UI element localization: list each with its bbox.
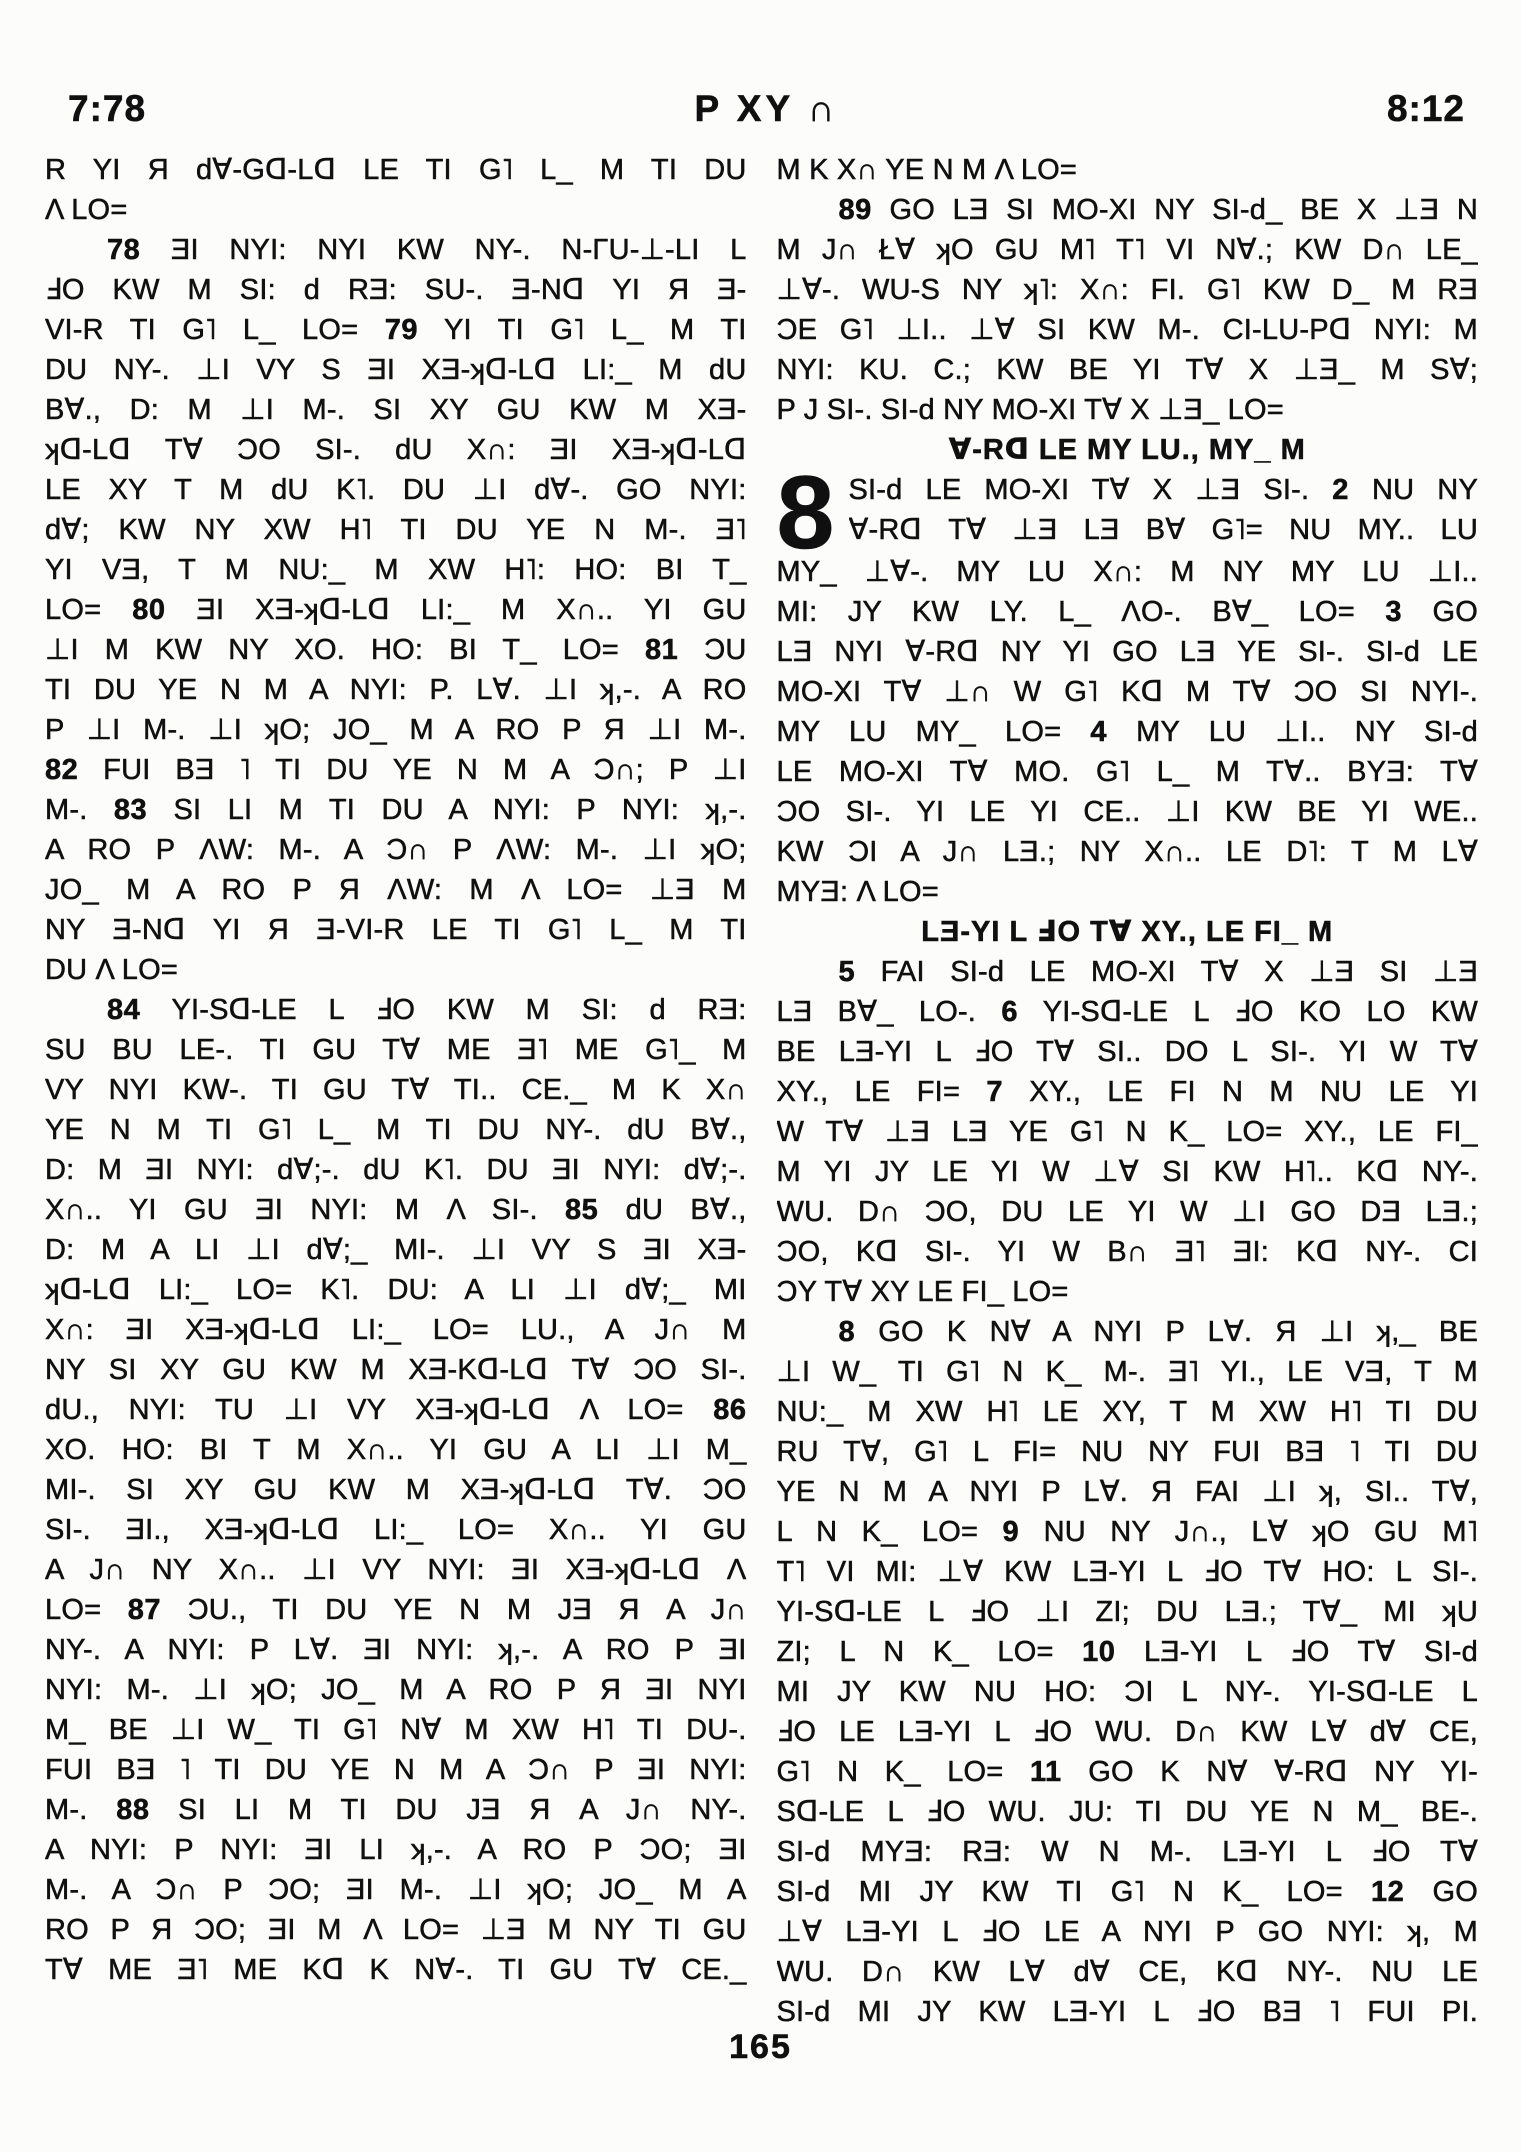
text-line: X∩: ƎI XƎ-ʞᗡ-Lᗡ LI:_ LO= LU., A J∩ M <box>45 1314 747 1346</box>
text-line: RO P Я ƆO; ƎI M Λ LO= ⊥Ǝ M NY TI GU <box>45 1914 747 1946</box>
verse-number: 88 <box>116 1794 150 1826</box>
text-line: MI-. SI XY GU KW M XƎ-ʞᗡ-Lᗡ T∀. ƆO <box>45 1474 747 1506</box>
text-line: M-. 88 SI LI M TI DU JƎ Я A J∩ NY-. <box>45 1794 747 1826</box>
verse-number: 10 <box>1082 1636 1116 1668</box>
text-line: TI DU YE N M A NYI: P. L∀. ⊥I ʞ,-. A RO <box>45 674 747 706</box>
text-line: A RO P ΛW: M-. A Ɔ∩ P ΛW: M-. ⊥I ʞO; <box>45 834 747 866</box>
text-line: MY_ ⊥∀-. MY LU X∩: M NY MY LU ⊥I.. <box>776 556 1478 588</box>
column-right <box>777 150 1479 2032</box>
chapter-number-dropcap: 8 <box>776 455 835 571</box>
text-line: SU BU LE-. TI GU T∀ ME Ǝ˥ ME G˥_ M <box>45 1034 747 1066</box>
verse-number: 78 <box>107 234 141 266</box>
text-line: P J SI-. SI-d NY MO-XI T∀ X ⊥Ǝ_ LO= <box>776 394 1284 426</box>
text-line: DU NY-. ⊥I VY S ƎI XƎ-ʞᗡ-Lᗡ LI:_ M dU <box>45 354 747 386</box>
text-line: D: M ƎI NYI: d∀;-. dU K˥. DU ƎI NYI: d∀;-. <box>45 1154 747 1186</box>
running-head <box>68 88 1465 130</box>
text-line: ∀-Rᗡ T∀ ⊥Ǝ LƎ B∀ G˥= NU MY.. LU <box>848 514 1478 546</box>
verse-number: 84 <box>107 994 141 1026</box>
text-line: MI: JY KW LY. L_ ΛO-. B∀_ LO= 3 GO <box>776 596 1478 628</box>
verse-number: 12 <box>1370 1876 1405 1908</box>
verse-number: 3 <box>1385 596 1403 628</box>
text-line: ⊥I W_ TI G˥ N K_ M-. Ǝ˥ YI., LE VƎ, T M <box>776 1356 1478 1388</box>
text-line: 8 GO K N∀ A NYI P L∀. Я ⊥I ʞ,_ BE <box>838 1316 1478 1348</box>
text-line: 82 FUI BƎ ˥ TI DU YE N M A Ɔ∩; P ⊥I <box>45 754 747 786</box>
text-line: LE MO-XI T∀ MO. G˥ L_ M T∀.. BYƎ: T∀ <box>776 756 1478 788</box>
text-line: MO-XI T∀ ⊥∩ W G˥ Kᗡ M T∀ ƆO SI NYI-. <box>776 676 1478 708</box>
verse-number: 85 <box>565 1194 599 1226</box>
text-line: d∀; KW NY XW H˥ TI DU YE N M-. Ǝ˥ <box>45 514 747 546</box>
verse-number: 83 <box>113 794 148 826</box>
running-head-right-reference: 8:12 <box>1386 88 1465 129</box>
verse-number: 2 <box>1332 474 1349 506</box>
text-line: 5 FAI SI-d LE MO-XI T∀ X ⊥Ǝ SI ⊥Ǝ <box>838 956 1478 988</box>
text-line: JO_ M A RO P Я ΛW: M Λ LO= ⊥Ǝ M <box>45 874 747 906</box>
text-line: FUI BƎ ˥ TI DU YE N M A Ɔ∩ P ƎI NYI: <box>45 1754 747 1786</box>
text-line: NYI: KU. C.; KW BE YI T∀ X ⊥Ǝ_ M S∀; <box>776 354 1478 386</box>
page-number: 165 <box>729 2028 792 2066</box>
text-line: M_ BE ⊥I W_ TI G˥ N∀ M XW H˥ TI DU-. <box>45 1714 747 1746</box>
text-line: YI-Sᗡ-LE L ℲO ⊥I ZI; DU LƎ.; T∀_ MI ʞU <box>776 1596 1478 1628</box>
column-left <box>45 150 747 2032</box>
text-line: KW ƆI A J∩ LƎ.; NY X∩.. LE D˥: T M L∀ <box>776 836 1478 868</box>
text-line: ƆY T∀ XY LE FI_ LO= <box>776 1276 1069 1308</box>
text-line: ℲO LE LƎ-YI L ℲO WU. D∩ KW L∀ d∀ CE, <box>776 1716 1478 1748</box>
text-line: XY., LE FI= 7 XY., LE FI N M NU LE YI <box>776 1076 1478 1108</box>
text-line: dU., NYI: TU ⊥I VY XƎ-ʞᗡ-Lᗡ Λ LO= 86 <box>45 1394 747 1426</box>
verse-number: 81 <box>644 634 679 666</box>
verse-number: 80 <box>132 594 166 626</box>
text-line: NYI: M-. ⊥I ʞO; JO_ M A RO P Я ƎI NYI <box>45 1674 747 1706</box>
text-line: SI-d MI JY KW LƎ-YI L ℲO BƎ ˥ FUI PI. <box>776 1996 1478 2028</box>
verse-number: 9 <box>1002 1516 1020 1548</box>
text-line: LO= 87 ƆU., TI DU YE N M JƎ Я A J∩ <box>45 1594 747 1626</box>
text-line: MYƎ: Λ LO= <box>776 876 939 908</box>
text-line: A J∩ NY X∩.. ⊥I VY NYI: ƎI XƎ-ʞᗡ-Lᗡ Λ <box>45 1554 747 1586</box>
text-line: X∩.. YI GU ƎI NYI: M Λ SI-. 85 dU B∀., <box>45 1194 747 1226</box>
running-head-left-reference: 7:78 <box>68 88 147 129</box>
text-line: P ⊥I M-. ⊥I ʞO; JO_ M A RO P Я ⊥I M-. <box>45 714 747 746</box>
text-line: MY LU MY_ LO= 4 MY LU ⊥I.. NY SI-d <box>776 716 1478 748</box>
text-line: B∀., D: M ⊥I M-. SI XY GU KW M XƎ- <box>45 394 747 426</box>
text-line: A NYI: P NYI: ƎI LI ʞ,-. A RO P ƆO; ƎI <box>45 1834 747 1866</box>
text-line: 84 YI-Sᗡ-LE L ℲO KW M SI: d RƎ: <box>107 994 747 1026</box>
text-line: RU T∀, G˥ L FI= NU NY FUI BƎ ˥ TI DU <box>776 1436 1478 1468</box>
text-line: XO. HO: BI T M X∩.. YI GU A LI ⊥I M_ <box>45 1434 747 1466</box>
text-line: ƆO SI-. YI LE YI CE.. ⊥I KW BE YI WE.. <box>776 796 1478 828</box>
text-line: LO= 80 ƎI XƎ-ʞᗡ-Lᗡ LI:_ M X∩.. YI GU <box>45 594 747 626</box>
text-line: WU. D∩ ƆO, DU LE YI W ⊥I GO DƎ LƎ.; <box>776 1196 1478 1228</box>
chapter-opening <box>776 455 1479 571</box>
text-line: ʞᗡ-Lᗡ T∀ ƆO SI-. dU X∩: ƎI XƎ-ʞᗡ-Lᗡ <box>45 434 747 466</box>
text-line: ZI; L N K_ LO= 10 LƎ-YI L ℲO T∀ SI-d <box>776 1636 1478 1668</box>
text-line: ℲO KW M SI: d RƎ: SU-. Ǝ-Nᗡ YI Я Ǝ- <box>45 274 747 306</box>
text-line: ⊥I M KW NY XO. HO: BI T_ LO= 81 ƆU <box>45 634 747 666</box>
text-line: WU. D∩ KW L∀ d∀ CE, Kᗡ NY-. NU LE <box>776 1956 1478 1988</box>
text-line: YE N M TI G˥ L_ M TI DU NY-. dU B∀., <box>45 1114 747 1146</box>
text-line: SI-d LE MO-XI T∀ X ⊥Ǝ SI-. 2 NU NY <box>848 474 1478 506</box>
text-line: T˥ VI MI: ⊥∀ KW LƎ-YI L ℲO T∀ HO: L SI-. <box>776 1556 1478 1588</box>
text-columns <box>45 150 1478 2032</box>
text-line: BE LƎ-YI L ℲO T∀ SI.. DO L SI-. YI W T∀ <box>776 1036 1478 1068</box>
text-line: 89 GO LƎ SI MO-XI NY SI-d_ BE X ⊥Ǝ N <box>838 194 1478 226</box>
text-line: ƆO, Kᗡ SI-. YI W B∩ Ǝ˥ ƎI: Kᗡ NY-. CI <box>776 1236 1478 1268</box>
section-heading: ∀-Rᗡ LE MY LU., MY_ M <box>948 434 1306 466</box>
text-line: SI-d MI JY KW TI G˥ N K_ LO= 12 GO <box>776 1876 1478 1908</box>
text-line: ƆE G˥ ⊥I.. ⊥∀ SI KW M-. CI-LU-Pᗡ NYI: M <box>776 314 1478 346</box>
text-line: ⊥∀-. WU-S NY ʞ˥: X∩: FI. G˥ KW D_ M RƎ <box>776 274 1478 306</box>
verse-number: 89 <box>838 194 872 226</box>
text-line: MI JY KW NU HO: ƆI L NY-. YI-Sᗡ-LE L <box>776 1676 1478 1708</box>
text-line: VY NYI KW-. TI GU T∀ TI.. CE._ M K X∩ <box>45 1074 747 1106</box>
text-line: SI-. ƎI., XƎ-ʞᗡ-Lᗡ LI:_ LO= X∩.. YI GU <box>45 1514 747 1546</box>
text-line: G˥ N K_ LO= 11 GO K N∀ ∀-Rᗡ NY YI- <box>776 1756 1478 1788</box>
text-line: M-. A Ɔ∩ P ƆO; ƎI M-. ⊥I ʞO; JO_ M A <box>45 1874 747 1906</box>
text-line: LE XY T M dU K˥. DU ⊥I d∀-. GO NYI: <box>45 474 747 506</box>
text-line: Λ LO= <box>45 194 128 226</box>
text-line: ⊥∀ LƎ-YI L ℲO LE A NYI P GO NYI: ʞ, M <box>776 1916 1478 1948</box>
text-line: W T∀ ⊥Ǝ LƎ YE G˥ N K_ LO= XY., LE FI_ <box>776 1116 1478 1148</box>
text-line: NY-. A NYI: P L∀. ƎI NYI: ʞ,-. A RO P ƎI <box>45 1634 747 1666</box>
text-line: VI-R TI G˥ L_ LO= 79 YI TI G˥ L_ M TI <box>45 314 747 346</box>
text-line: T∀ ME Ǝ˥ ME Kᗡ K N∀-. TI GU T∀ CE._ <box>45 1954 747 1986</box>
section-heading: LƎ-YI L ℲO T∀ XY., LE FI_ M <box>921 916 1334 948</box>
text-line: M J∩ Ł∀ ʞO GU M˥ T˥ VI N∀.; KW D∩ LE_ <box>776 234 1478 266</box>
text-line: Sᗡ-LE L ℲO WU. JU: TI DU YE N M_ BE-. <box>776 1796 1478 1828</box>
text-line: 78 ƎI NYI: NYI KW NY-. N-ΓU-⊥-LI L <box>107 234 747 266</box>
verse-number: 6 <box>1001 996 1018 1028</box>
verse-number: 87 <box>127 1594 162 1626</box>
text-line: NU:_ M XW H˥ LE XY, T M XW H˥ TI DU <box>776 1396 1478 1428</box>
text-line: YE N M A NYI P L∀. Я FAI ⊥I ʞ, SI.. T∀, <box>776 1476 1478 1508</box>
text-line: ʞᗡ-Lᗡ LI:_ LO= K˥. DU: A LI ⊥I d∀;_ MI <box>45 1274 747 1306</box>
text-line: D: M A LI ⊥I d∀;_ MI-. ⊥I VY S ƎI XƎ- <box>45 1234 747 1266</box>
text-line: L N K_ LO= 9 NU NY J∩., L∀ ʞO GU M˥ <box>776 1516 1478 1548</box>
verse-number: 7 <box>986 1076 1003 1108</box>
text-line: YI VƎ, T M NU:_ M XW H˥: HO: BI T_ <box>45 554 747 586</box>
text-line: R YI Я d∀-Gᗡ-Lᗡ LE TI G˥ L_ M TI DU <box>45 154 747 186</box>
text-line: M K X∩ YE N M Λ LO= <box>776 154 1078 186</box>
verse-number: 8 <box>838 1316 856 1348</box>
verse-number: 11 <box>1030 1756 1062 1788</box>
verse-number: 4 <box>1090 716 1108 748</box>
text-line: M YI JY LE YI W ⊥∀ SI KW H˥.. Kᗡ NY-. <box>776 1156 1478 1188</box>
verse-number: 5 <box>838 956 856 988</box>
verse-number: 82 <box>45 754 79 786</box>
text-line: LƎ NYI ∀-Rᗡ NY YI GO LƎ YE SI-. SI-d LE <box>776 636 1478 668</box>
text-line: NY SI XY GU KW M XƎ-Kᗡ-Lᗡ T∀ ƆO SI-. <box>45 1354 747 1386</box>
text-line: SI-d MYƎ: RƎ: W N M-. LƎ-YI L ℲO T∀ <box>776 1836 1478 1868</box>
verse-number: 79 <box>384 314 419 346</box>
text-line: M-. 83 SI LI M TI DU A NYI: P NYI: ʞ,-. <box>45 794 747 826</box>
chapter-opening-lines <box>849 470 1479 550</box>
running-head-book-title: P XY ∩ <box>694 88 839 129</box>
text-line: DU Λ LO= <box>45 954 178 986</box>
text-line: LƎ B∀_ LO-. 6 YI-Sᗡ-LE L ℲO KO LO KW <box>776 996 1478 1028</box>
verse-number: 86 <box>713 1394 747 1426</box>
text-line: NY Ǝ-Nᗡ YI Я Ǝ-VI-R LE TI G˥ L_ M TI <box>45 914 747 946</box>
